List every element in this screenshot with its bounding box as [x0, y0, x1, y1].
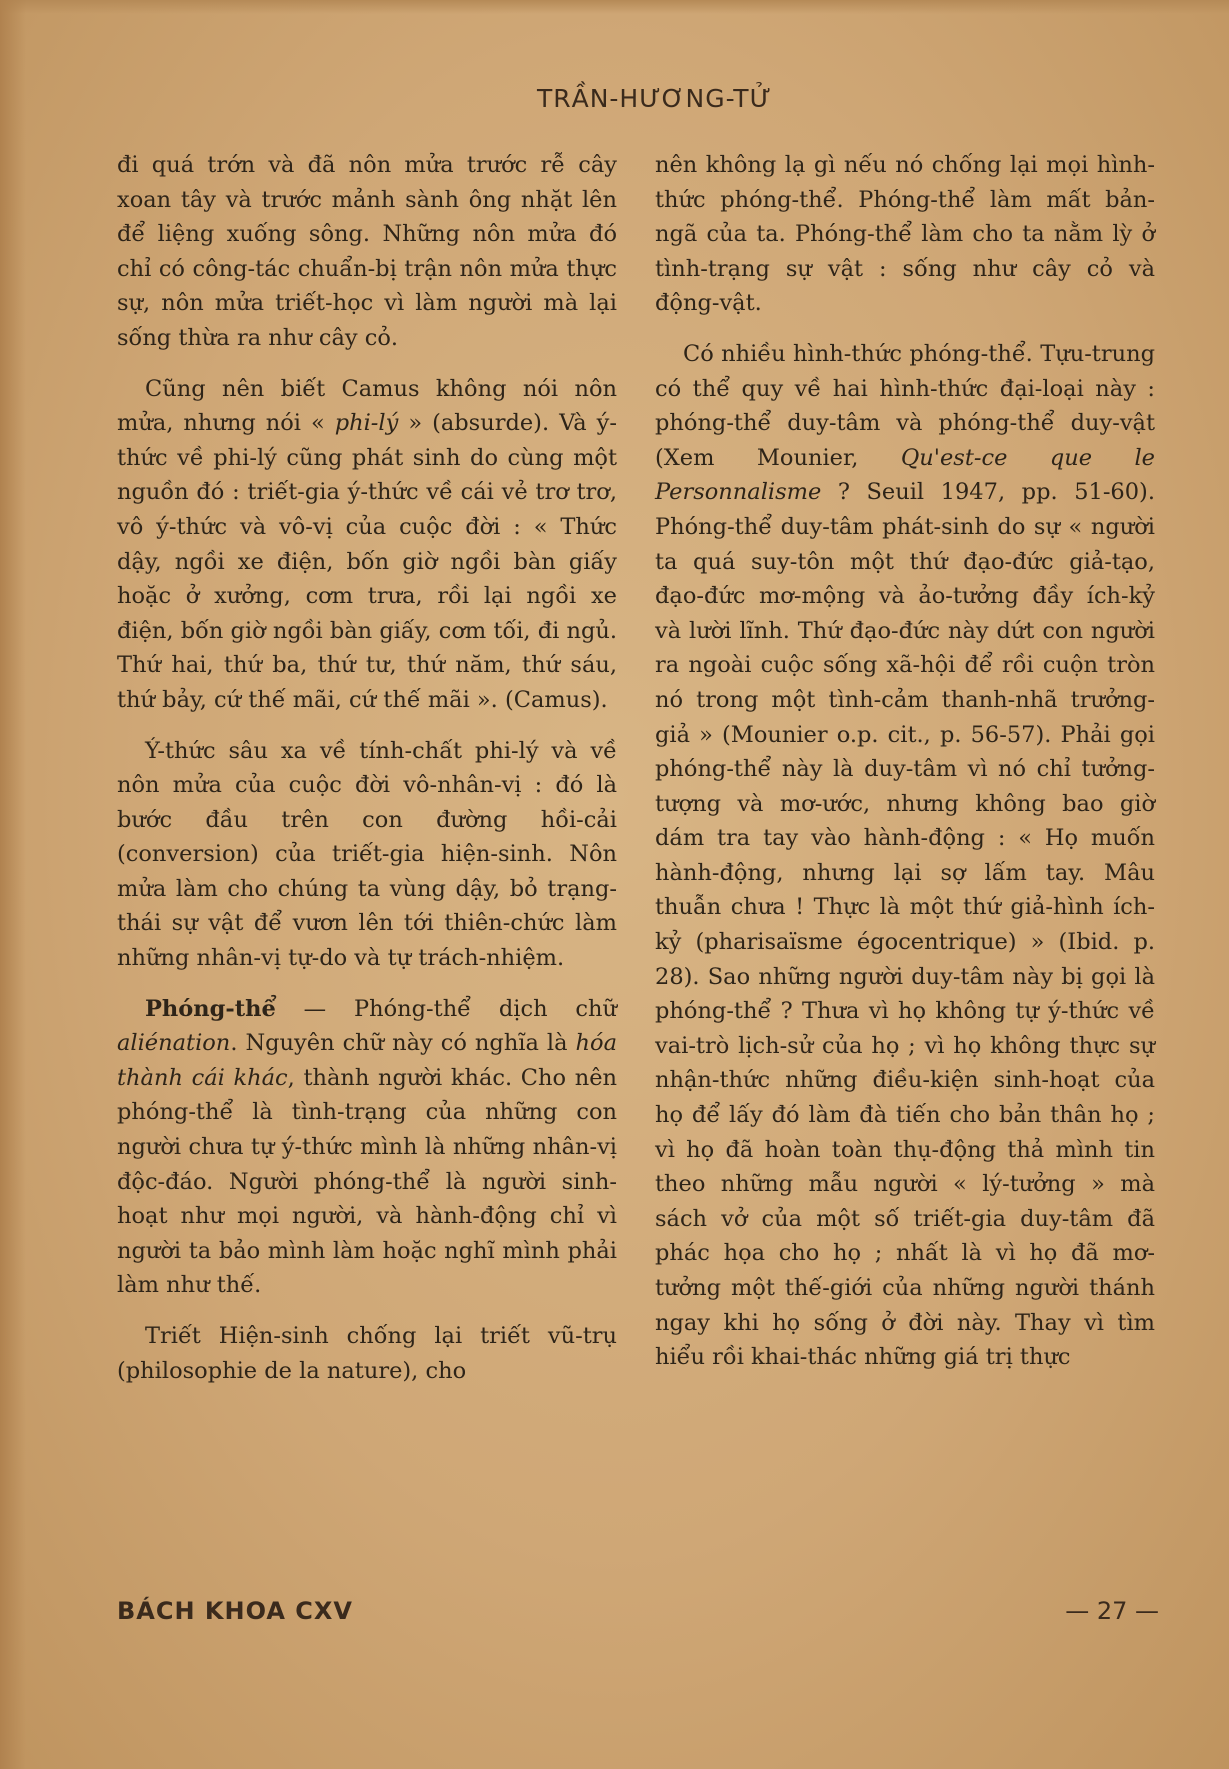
- italic-term: phi-lý: [334, 410, 399, 437]
- italic-title: Qu'est-ce que le Personnalisme: [655, 444, 1155, 506]
- italic-term: hóa thành cái khác: [117, 1030, 617, 1091]
- page-left-edge: [0, 0, 26, 1769]
- journal-footer: BÁCH KHOA CXV: [117, 1597, 353, 1625]
- paragraph: đi quá trớn và đã nôn mửa trước rễ cây xoan tây và trước mảnh sành ông nhặt lên để liệng xuống sông. Những nôn mửa đó chỉ có công-tác chuẩn-bị trận nôn mửa thực sự, nôn mửa triết-học vì làm người mà lại sống thừa ra như cây cỏ.: [117, 152, 617, 351]
- italic-term: aliénation: [117, 1030, 231, 1057]
- right-column: [655, 148, 1155, 1375]
- page-top-edge: [0, 0, 1229, 14]
- paragraph: nên không lạ gì nếu nó chống lại mọi hình-thức phóng-thể. Phóng-thể làm mất bản-ngã của ta. Phóng-thể làm cho ta nằm lỳ ở tình-trạng sự vật : sống như cây cỏ và động-vật.: [655, 152, 1155, 317]
- paragraph: Ý-thức sâu xa về tính-chất phi-lý và về nôn mửa của cuộc đời vô-nhân-vị : đó là bước đầu trên con đường hồi-cải (conversion) của triết-gia hiện-sinh. Nôn mửa làm cho chúng ta vùng dậy, bỏ trạng-thái sự vật để vươn lên tới thiên-chức làm những nhân-vị tự-do và tự trách-nhiệm.: [117, 737, 617, 972]
- paragraph: Triết Hiện-sinh chống lại triết vũ-trụ (philosophie de la nature), cho: [117, 1323, 617, 1384]
- left-column: [117, 148, 617, 1388]
- running-head: TRẦN-HƯƠNG-TỬ: [536, 84, 773, 113]
- paragraph: Cũng nên biết Camus không nói nôn mửa, nhưng nói « phi-lý » (absurde). Và ý-thức về phi-lý cũng phát sinh do cùng một nguồn đó : triết-gia ý-thức về cái vẻ trơ trơ, vô ý-thức và vô-vị của cuộc đời : « Thức dậy, ngồi xe điện, bốn giờ ngồi bàn giấy hoặc ở xưởng, cơm trưa, rồi lại ngồi xe điện, bốn giờ ngồi bàn giấy, cơm tối, đi ngủ. Thứ hai, thứ ba, thứ tư, thứ năm, thứ sáu, thứ bảy, cứ thế mãi, cứ thế mãi ». (Camus).: [117, 375, 617, 713]
- paragraph: Phóng-thể — Phóng-thể dịch chữ aliénation. Nguyên chữ này có nghĩa là hóa thành cái khác, thành người khác. Cho nên phóng-thể là tình-trạng của những con người chưa tự ý-thức mình là những nhân-vị độc-đáo. Người phóng-thể là người sinh-hoạt như mọi người, và hành-động chỉ vì người ta bảo mình làm hoặc nghĩ mình phải làm như thế.: [117, 995, 618, 1299]
- page-number: — 27 —: [1065, 1597, 1159, 1625]
- paragraph: Có nhiều hình-thức phóng-thể. Tựu-trung có thể quy về hai hình-thức đại-loại này : phóng-thể duy-tâm và phóng-thể duy-vật (Xem Mounier, Qu'est-ce que le Personnalisme ? Seuil 1947, pp. 51-60). Phóng-thể duy-tâm phát-sinh do sự « người ta quá suy-tôn một thứ đạo-đức giả-tạo, đạo-đức mơ-mộng và ảo-tưởng đầy ích-kỷ và lười lĩnh. Thứ đạo-đức này dứt con người ra ngoài cuộc sống xã-hội để rồi cuộn tròn nó trong một tình-cảm thanh-nhã trưởng-giả » (Mounier o.p. cit., p. 56-57). Phải gọi phóng-thể này là duy-tâm vì nó chỉ tưởng-tượng và mơ-ước, nhưng không bao giờ dám tra tay vào hành-động : « Họ muốn hành-động, nhưng lại sợ lấm tay. Mâu thuẫn chưa ! Thực là một thứ giả-hình ích-kỷ (pharisaïsme égocentrique) » (Ibid. p. 28). Sao những người duy-tâm này bị gọi là phóng-thể ? Thưa vì họ không tự ý-thức về vai-trò lịch-sử của họ ; vì họ không thực sự nhận-thức những điều-kiện sinh-hoạt của họ để lấy đó làm đà tiến cho bản thân họ ; vì họ đã hoàn toàn thụ-động thả mình tin theo những mẫu người « lý-tưởng » mà sách vở của một số triết-gia duy-tâm đã phác họa cho họ ; nhất là vì họ đã mơ-tưởng một thế-giới của những người thánh ngay khi họ sống ở đời này. Thay vì tìm hiểu rồi khai-thác những giá trị thực: [655, 340, 1155, 1371]
- section-term: Phóng-thể: [145, 995, 276, 1022]
